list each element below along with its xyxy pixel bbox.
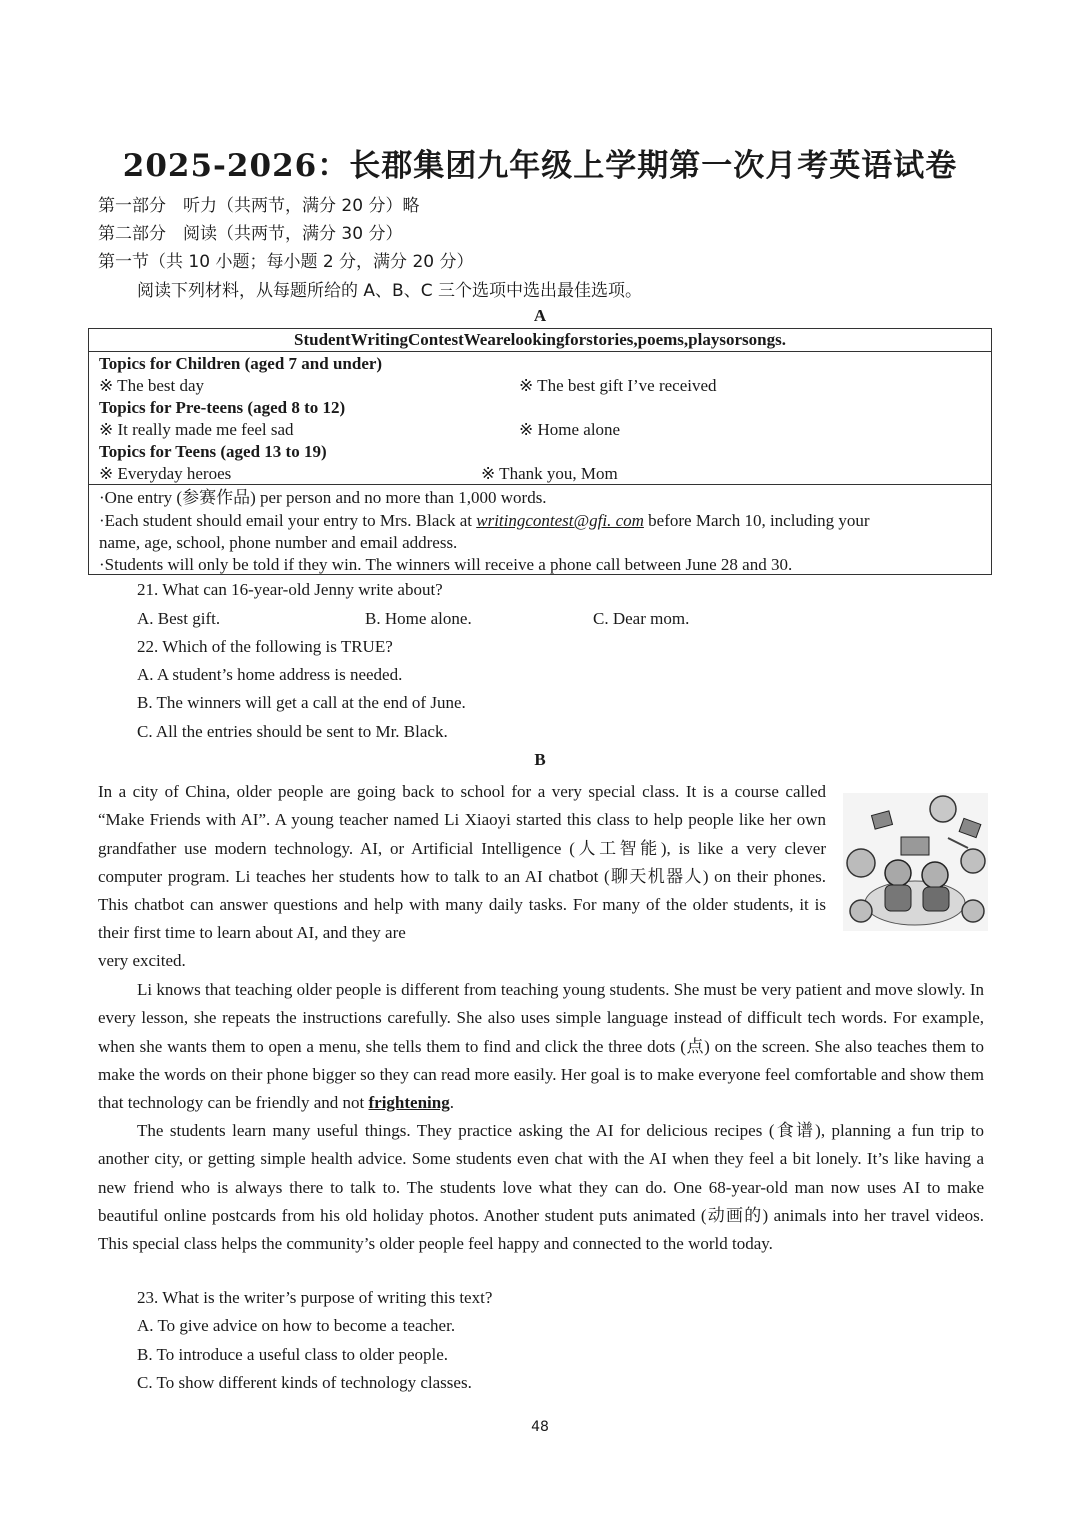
preteens-topic-1: ※ It really made me feel sad [99,420,294,439]
q23-stem: 23. What is the writer’s purpose of writing this text? [137,1288,493,1307]
table-header: StudentWritingContestWearelookingforstories,poems,playsorsongs. [89,329,991,352]
passage-b-p2-text: Li knows that teaching older people is different from teaching young students. She must be very patient and move slowly. In every lesson, she repeats the instructions carefully. She also uses simple language instead of difficult tech words. For example, when she wants them to open a menu, she tells them to find and click the three dots (点) on the screen. She also teaches them to make the words on their phone bigger so they can read more easily. Her goal is to make everyone feel comfortable and show them that technology can be friendly and not [98,980,984,1113]
table-divider [89,484,991,485]
contest-table [88,328,992,575]
q23-option-b: B. To introduce a useful class to older people. [137,1345,449,1364]
q21-option-c: C. Dear mom. [593,609,690,628]
q21-option-a: A. Best gift. [137,609,221,628]
q23-option-c: C. To show different kinds of technology classes. [137,1373,472,1392]
part1-heading: 第一部分 听力（共两节，满分 20 分）略 [98,196,420,216]
rule-3: ·Students will only be told if they win. The winners will receive a phone call between June 28 and 30. [99,555,793,574]
rule-2-line-2: name, age, school, phone number and email address. [99,533,458,552]
passage-b-p3-text: The students learn many useful things. They practice asking the AI for delicious recipes (食谱), planning a fun trip to another city, or getting simple health advice. Some students even chat with the AI when they feel a bit lonely. It’s like having a new friend who is always there to talk to. The students love what they can do. One 68-year-old man now uses AI to make beautiful online postcards from his old holiday photos. Another student puts animated (动画的) animals into her travel videos. This special class helps the community’s older people feel happy and connected to the world today. [98,1121,984,1254]
children-heading: Topics for Children (aged 7 and under) [99,354,383,373]
teens-topic-1: ※ Everyday heroes [99,464,232,483]
passage-b-p1-text: In a city of China, older people are going back to school for a very special class. It is a course called “Make Friends with AI”. A young teacher named Li Xiaoyi started this class to help people like her own grandfather use modern technology. AI, or Artificial Intelligence (人工智能), is like a very clever computer program. Li teaches her students how to talk to an AI chatbot (聊天机器人) on their phones. This chatbot can answer questions and help with many daily tasks. For many of the older students, it is their first time to learn about AI, and they are [98,782,826,943]
rule-1: ·One entry (参赛作品) per person and no more than 1,000 words. [99,488,547,507]
q21-stem: 21. What can 16-year-old Jenny write about? [137,580,443,599]
passage-b-label: B [534,750,546,769]
q22-option-b: B. The winners will get a call at the end of June. [137,693,466,712]
q22-option-c: C. All the entries should be sent to Mr. Black. [137,722,448,741]
passage-a-label: A [533,306,547,325]
passage-b-p2-end: . [449,1093,454,1113]
contest-email-link[interactable]: writingcontest@gfi. com [476,511,644,530]
page-number: 48 [531,1419,549,1435]
rule-2-text: ·Each student should email your entry to Mrs. Black at [99,511,477,530]
passage-b-paragraph-3 [98,1117,984,1258]
part2-heading: 第二部分 阅读（共两节，满分 30 分） [98,224,403,244]
children-topic-1: ※ The best day [99,376,205,395]
section1-heading: 第一节（共 10 小题；每小题 2 分，满分 20 分） [98,252,474,272]
passage-b-paragraph-2 [98,976,984,1117]
teens-topic-2: ※ Thank you, Mom [481,464,618,483]
preteens-topic-2: ※ Home alone [519,420,621,439]
q22-stem: 22. Which of the following is TRUE? [137,637,393,656]
preteens-heading: Topics for Pre-teens (aged 8 to 12) [99,398,346,417]
teens-heading: Topics for Teens (aged 13 to 19) [99,442,327,461]
q21-option-b: B. Home alone. [365,609,472,628]
elderly-ai-class-illustration [843,793,988,931]
passage-b-paragraph-1 [98,778,826,948]
underlined-word-frightening: frightening [368,1093,450,1113]
rule-2-text-end: before March 10, including your [643,511,870,530]
exam-title: 2025-2026：长郡集团九年级上学期第一次月考英语试卷 [122,148,958,184]
rule-2 [99,510,870,532]
q23-option-a: A. To give advice on how to become a teacher. [137,1316,456,1335]
passage-b-paragraph-1-end: very excited. [98,951,186,970]
children-topic-2: ※ The best gift I’ve received [519,376,717,395]
q22-option-a: A. A student’s home address is needed. [137,665,403,684]
instruction: 阅读下列材料，从每题所给的 A、B、C 三个选项中选出最佳选项。 [137,281,642,301]
